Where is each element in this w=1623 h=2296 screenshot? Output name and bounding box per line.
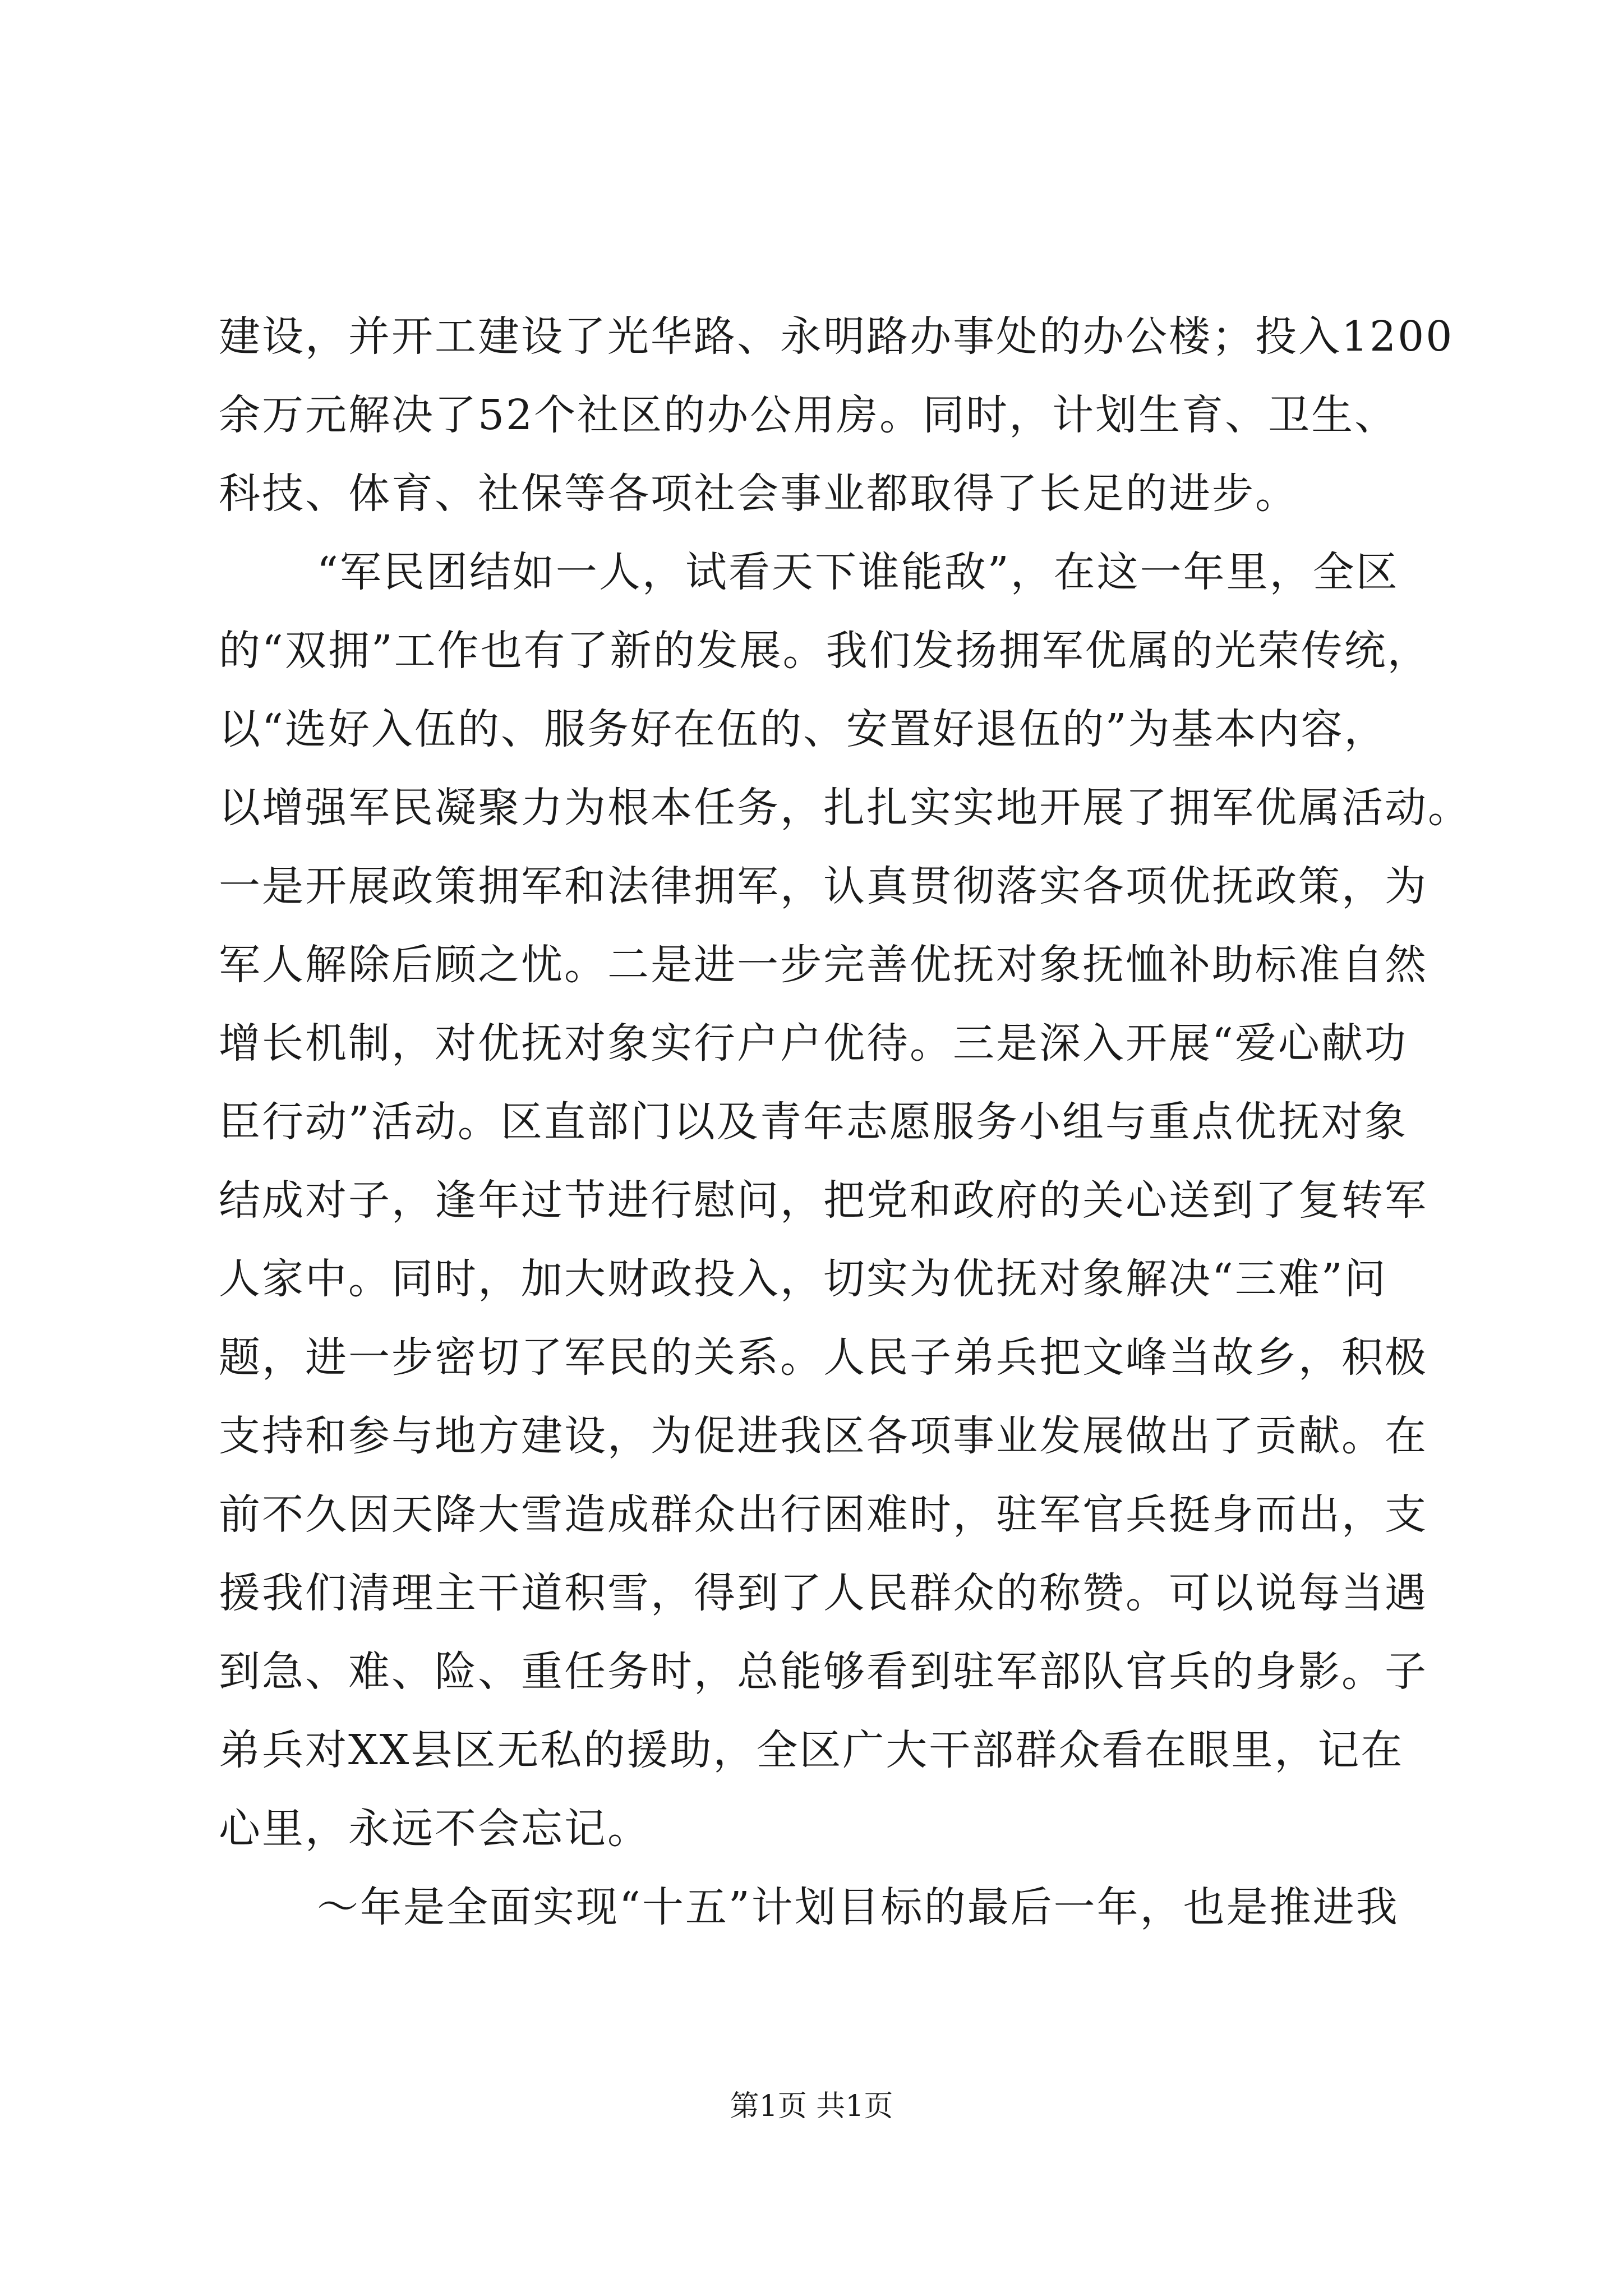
text-line: 支持和参与地方建设，为促进我区各项事业发展做出了贡献。在: [219, 1412, 1428, 1460]
text-line: 结成对子，逢年过节进行慰问，把党和政府的关心送到了复转军: [219, 1176, 1428, 1225]
text-line: 心里，永远不会忘记。: [219, 1805, 651, 1853]
text-line: 弟兵对XX县区无私的援助，全区广大干部群众看在眼里，记在: [219, 1726, 1404, 1774]
text-line: 军人解除后顾之忧。二是进一步完善优抚对象抚恤补助标准自然: [219, 941, 1428, 989]
text-line: 的“双拥”工作也有了新的发展。我们发扬拥军优属的光荣传统，: [219, 627, 1431, 675]
text-line: 臣行动”活动。区直部门以及青年志愿服务小组与重点优抚对象: [219, 1098, 1408, 1146]
text-line: 科技、体育、社保等各项社会事业都取得了长足的进步。: [219, 470, 1298, 518]
page-footer: 第1页 共1页: [730, 2090, 893, 2123]
text-line: 以增强军民凝聚力为根本任务，扎扎实实地开展了拥军优属活动。: [219, 784, 1471, 832]
text-line: 建设，并开工建设了光华路、永明路办事处的办公楼；投入1200: [219, 312, 1454, 361]
text-line: 增长机制，对优抚对象实行户户优待。三是深入开展“爱心献功: [219, 1019, 1408, 1068]
text-line: 人家中。同时，加大财政投入，切实为优抚对象解决“三难”问: [219, 1255, 1387, 1303]
paragraph-first-line: “军民团结如一人，试看天下谁能敌”，在这一年里，全区: [317, 548, 1399, 596]
text-line: 一是开展政策拥军和法律拥军，认真贯彻落实各项优抚政策，为: [219, 862, 1428, 910]
paragraph-first-line: ～年是全面实现“十五”计划目标的最后一年，也是推进我: [317, 1883, 1399, 1931]
text-line: 前不久因天降大雪造成群众出行困难时，驻军官兵挺身而出，支: [219, 1490, 1428, 1539]
text-line: 以“选好入伍的、服务好在伍的、安置好退伍的”为基本内容，: [219, 705, 1387, 753]
text-line: 援我们清理主干道积雪，得到了人民群众的称赞。可以说每当遇: [219, 1569, 1428, 1617]
text-line: 题，进一步密切了军民的关系。人民子弟兵把文峰当故乡，积极: [219, 1333, 1428, 1382]
text-line: 到急、难、险、重任务时，总能够看到驻军部队官兵的身影。子: [219, 1648, 1428, 1696]
text-line: 余万元解决了52个社区的办公用房。同时，计划生育、卫生、: [219, 391, 1398, 439]
